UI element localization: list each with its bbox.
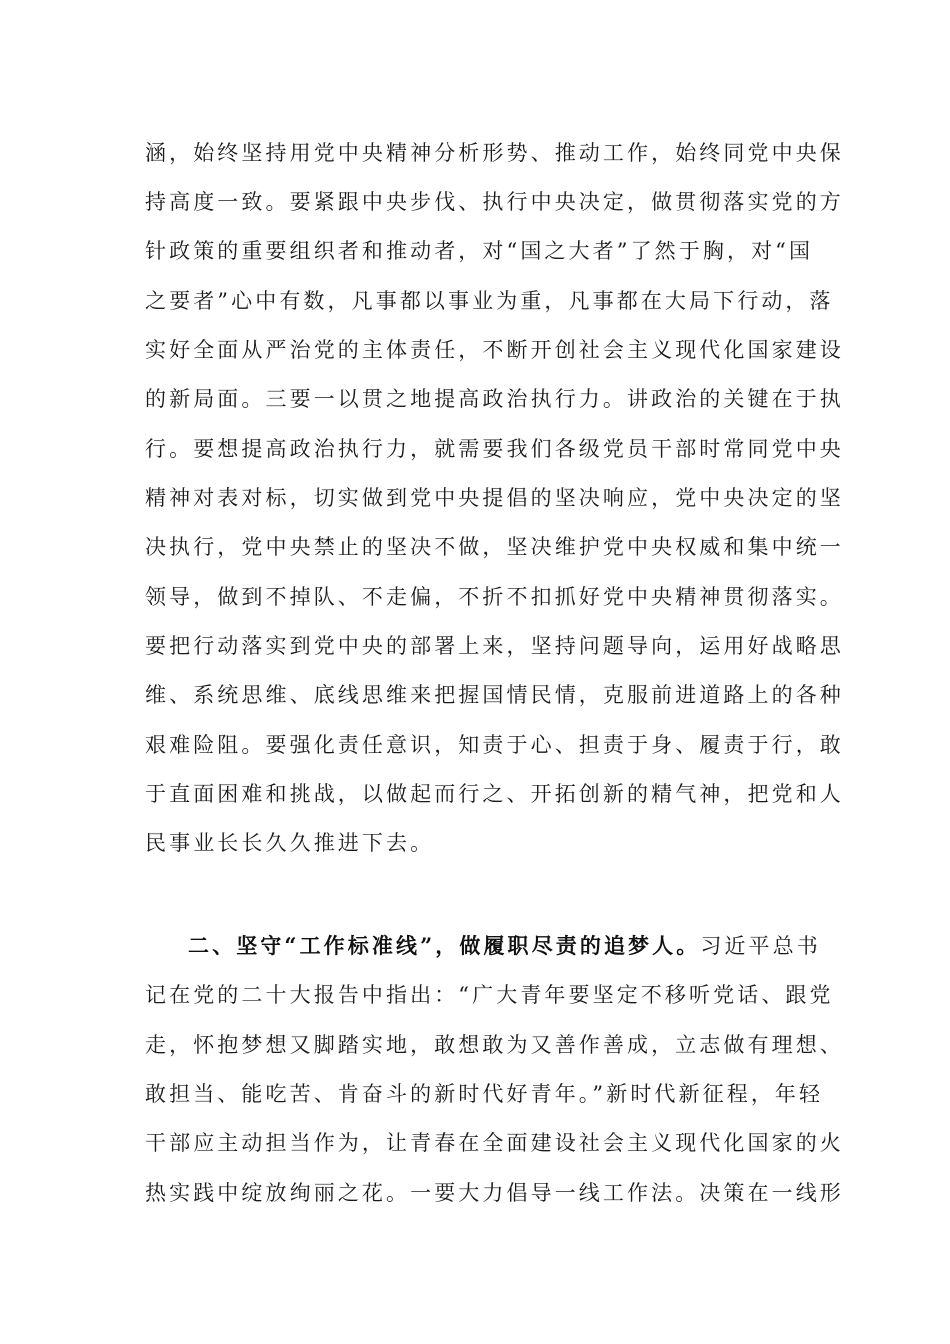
text-line: 走，怀抱梦想又脚踏实地，敢想敢为又善作善成，立志做有理想、: [145, 1033, 844, 1057]
text-line: 之要者”心中有数，凡事都以事业为重，凡事都在大局下行动，落: [145, 289, 834, 313]
text-line: 决执行，党中央禁止的坚决不做，坚决维护党中央权威和集中统一: [145, 535, 844, 559]
text-line: 持高度一致。要紧跟中央步伐、执行中央决定，做贯彻落实党的方: [145, 190, 844, 214]
text-line: 领导，做到不掉队、不走偏，不折不扣抓好党中央精神贯彻落实。: [145, 585, 844, 609]
section-heading-line: [188, 926, 821, 966]
text-line: 热实践中绽放绚丽之花。一要大力倡导一线工作法。决策在一线形: [145, 1181, 844, 1205]
text-line: 记在党的二十大报告中指出：“广大青年要坚定不移听党话、跟党: [145, 983, 834, 1007]
text-line: 精神对表对标，切实做到党中央提倡的坚决响应，党中央决定的坚: [145, 486, 844, 510]
text-line: 维、系统思维、底线思维来把握国情民情，克服前进道路上的各种: [145, 683, 844, 707]
heading-line-tail: 习近平总书: [700, 934, 821, 958]
text-line: 敢担当、能吃苦、肯奋斗的新时代好青年。”新时代新征程，年轻: [145, 1082, 824, 1106]
text-line: 针政策的重要组织者和推动者，对“国之大者”了然于胸，对“国: [145, 239, 814, 263]
text-line: 的新局面。三要一以贯之地提高政治执行力。讲政治的关键在于执: [145, 387, 844, 411]
text-line: 干部应主动担当作为，让青春在全面建设社会主义现代化国家的火: [145, 1131, 844, 1155]
text-line: 涵，始终坚持用党中央精神分析形势、推动工作，始终同党中央保: [145, 141, 844, 165]
text-line: 行。要想提高政治执行力，就需要我们各级党员干部时常同党中央: [145, 437, 844, 461]
text-line: 要把行动落实到党中央的部署上来，坚持问题导向，运用好战略思: [145, 634, 844, 658]
section-heading: 二、坚守“工作标准线”，做履职尽责的追梦人。: [188, 933, 701, 958]
text-line: 实好全面从严治党的主体责任，不断开创社会主义现代化国家建设: [145, 338, 844, 362]
text-line: 于直面困难和挑战，以做起而行之、开拓创新的精气神，把党和人: [145, 782, 844, 806]
text-line: 艰难险阻。要强化责任意识，知责于心、担责于身、履责于行，敢: [145, 733, 844, 757]
text-line: 民事业长长久久推进下去。: [145, 831, 435, 855]
